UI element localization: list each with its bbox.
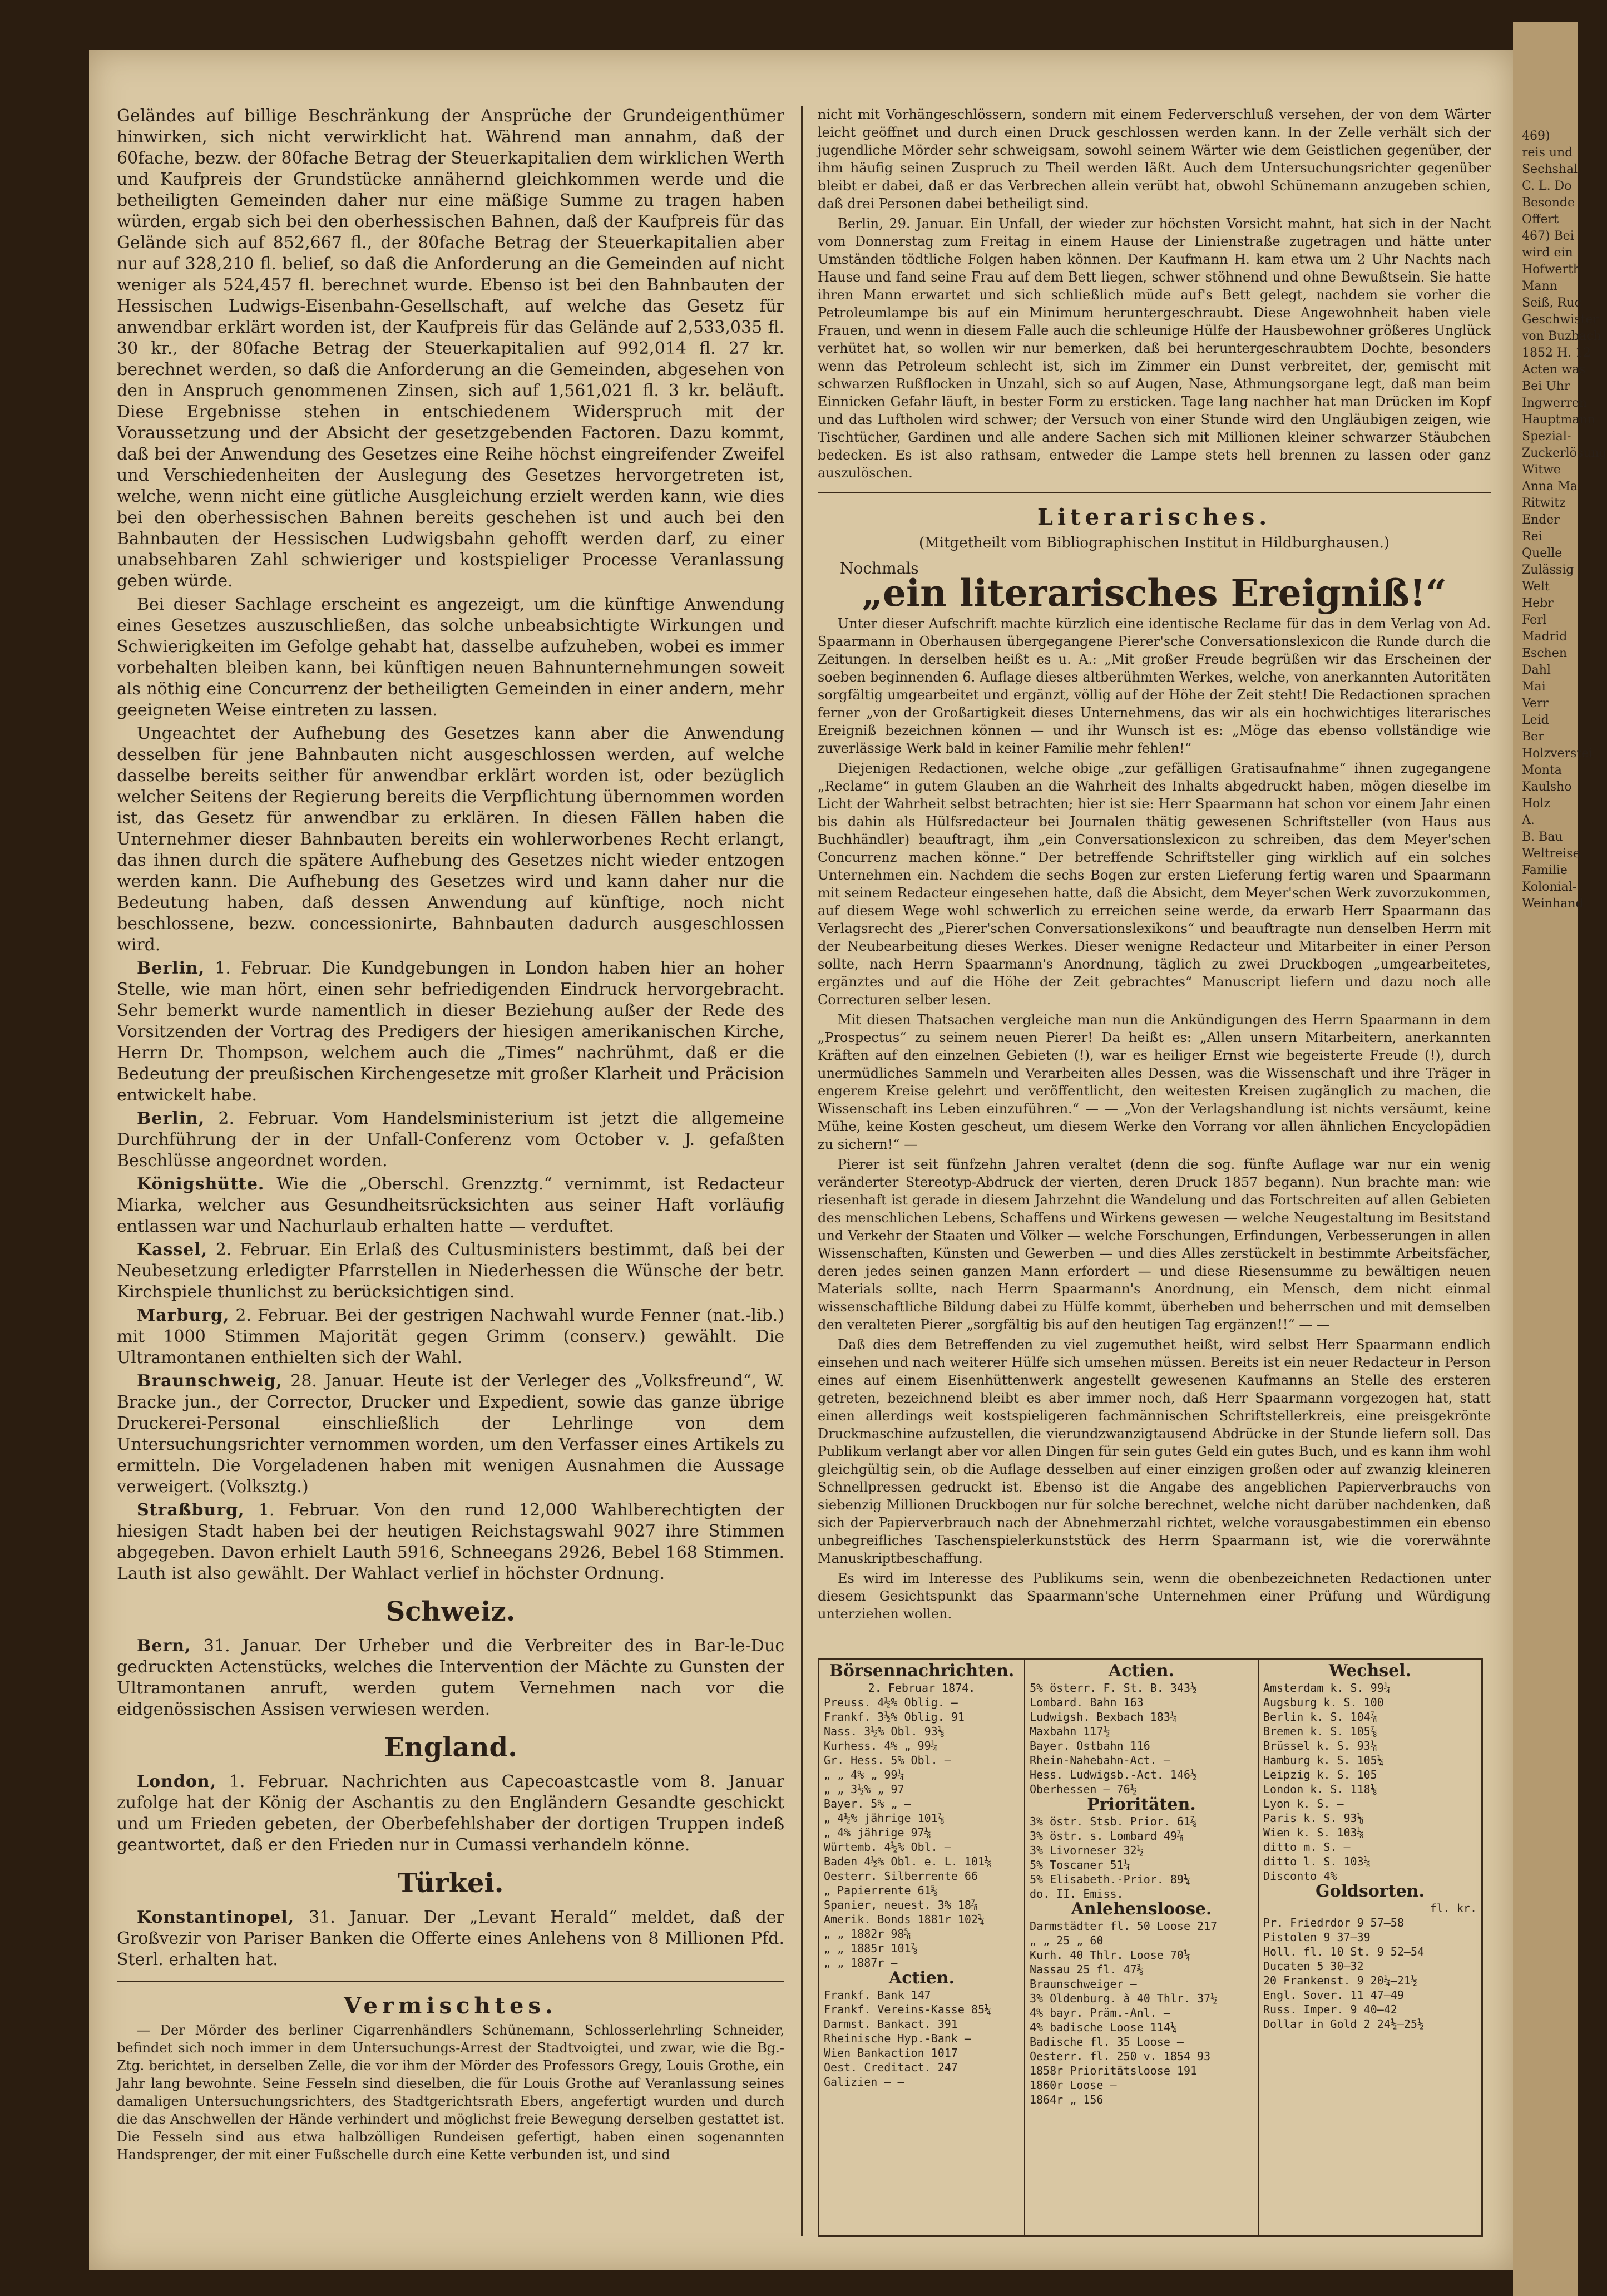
dateline: London, bbox=[137, 1772, 217, 1791]
section-heading-vermischtes: Vermischtes. bbox=[344, 1993, 557, 2019]
column-left bbox=[117, 106, 784, 2166]
article-paragraph: Es wird im Interesse des Publikums sein, wenn die obenbezeichneten Redactionen unter diesem Gesichtspunkt das Spaarmann'sche Unternehmen einer Prüfung und Würdigung unterziehen wollen. bbox=[818, 1571, 1491, 1622]
market-row: „ 4% jährige 97⅛ bbox=[824, 1826, 931, 1839]
section-subheading: (Mitgetheilt vom Bibliographischen Institut in Hildburghausen.) bbox=[918, 535, 1390, 551]
market-heading: Anlehensloose. bbox=[1071, 1899, 1212, 1919]
market-list bbox=[1030, 1919, 1253, 2107]
market-list bbox=[1030, 1681, 1253, 1796]
edge-text-line: Weltreise bbox=[1522, 847, 1580, 861]
edge-text-line: Bei Uhr bbox=[1522, 379, 1570, 393]
edge-text-line: Kaulsho bbox=[1522, 780, 1572, 794]
market-row: Kurh. 40 Thlr. Loose 70¼ bbox=[1030, 1948, 1190, 1962]
market-row: Rhein-Nahebahn-Act. — bbox=[1030, 1754, 1170, 1767]
dateline: Berlin, bbox=[137, 1109, 205, 1128]
market-row: Holl. fl. 10 St. 9 52—54 bbox=[1263, 1945, 1424, 1958]
market-row: Ludwigsh. Bexbach 183¼ bbox=[1030, 1710, 1177, 1724]
dateline: Marburg, bbox=[137, 1306, 230, 1325]
market-row: Galizien — — bbox=[824, 2075, 904, 2088]
market-row: Bremen k. S. 105⅞ bbox=[1263, 1725, 1377, 1738]
market-row: Wien k. S. 103⅛ bbox=[1263, 1826, 1364, 1839]
article-paragraph: nicht mit Vorhängeschlössern, sondern mit einem Federverschluß versehen, der von dem Wärter leicht geöffnet und durch einen Druck geschlossen werden kann. In der Zelle verhält sich der jugendliche Mörder sehr schweigsam, sowohl seinem Wärter wie dem Geistlichen gegenüber, der ihm häufig seinen Zuspruch zu Theil werden läßt. Auch dem Untersuchungsrichter gegenüber bleibt er dabei, daß er das Verbrechen allein verübt hat, obwohl Schünemann anzugeben schien, daß drei Personen dabei betheiligt sind. bbox=[818, 107, 1491, 211]
market-row: „ „ 1885r 101⅞ bbox=[824, 1942, 918, 1955]
adjacent-page-text bbox=[1522, 128, 1607, 2186]
news-item-strassburg bbox=[117, 1500, 784, 1584]
market-row: Berlin k. S. 104⅞ bbox=[1263, 1710, 1377, 1724]
news-item-konstantinopel bbox=[117, 1907, 784, 1971]
market-row: ditto l. S. 103⅛ bbox=[1263, 1855, 1371, 1868]
edge-text-line: Mann bbox=[1522, 279, 1557, 293]
news-item-berlin-1 bbox=[117, 958, 784, 1106]
edge-text-line: 467) Bei bbox=[1522, 229, 1574, 243]
market-row: 5% österr. F. St. B. 343½ bbox=[1030, 1681, 1198, 1695]
market-date: 2. Februar 1874. bbox=[868, 1681, 976, 1695]
market-row: 3% östr. s. Lombard 49⅞ bbox=[1030, 1829, 1184, 1843]
edge-text-line: Spezial- bbox=[1522, 429, 1571, 443]
market-row: Leipzig k. S. 105 bbox=[1263, 1768, 1377, 1781]
market-row: Braunschweiger — bbox=[1030, 1977, 1137, 1991]
market-row: Badische fl. 35 Loose — bbox=[1030, 2035, 1184, 2048]
article-paragraph: Pierer ist seit fünfzehn Jahren veraltet (denn die sog. fünfte Auflage war nur ein wenig veränderter Stereotyp-Abdruck der vierten, deren Druck 1857 begann). Nun brachte man: wie riesenhaft ist gerade in diesem Jahrzehnt die Wandelung und das Fortschreiten auf allen Gebieten des menschlichen Lebens, Schaffens und Wirkens gewesen — welche Neugestaltung im Besitstand und Verkehr der Staaten und Völker — welche Forschungen, Erfindungen, Verbesserungen in allen Wissenschaften, Künsten und Gewerben — und dies Alles zerstückelt in bestimmte Arbeitsfächer, deren jedes seinen ganzen Mann erfordert — und diese Riesensumme zu bewältigen neuen Materials sollte, nach Herrn Spaarmann's Anordnung, ein Mensch, dem nicht einmal wissenschaftliche Bildung dabei zu Hülfe kommt, überheben und beherrschen und mit demselben den veralteten Pierer „sorgfältig bis auf den heutigen Tag ergänzen!!“ — — bbox=[818, 1157, 1491, 1332]
market-column-wechsel bbox=[1259, 1660, 1481, 2235]
market-row: „ Papierrente 61⅝ bbox=[824, 1884, 938, 1897]
article-paragraph: Bei dieser Sachlage erscheint es angezeigt, um die künftige Anwendung eines Gesetzes auszuschließen, das solche unbeabsichtigte Wirkungen und Schwierigkeiten im Gefolge gehabt hat, dasselbe aufzuheben, wobei es immer vorbehalten bleiben kann, bei künftigen neuen Bahnunternehmungen soweit als nöthig eine Concurrenz der betheiligten Gemeinden in einer andern, mehr geeigneten Weise eintreten zu lassen. bbox=[117, 595, 784, 720]
newspaper-page bbox=[89, 50, 1513, 2270]
edge-text-line: Familie bbox=[1522, 863, 1568, 877]
market-row: Lyon k. S. — bbox=[1263, 1797, 1344, 1810]
article-paragraph: — Der Mörder des berliner Cigarrenhändlers Schünemann, Schlosserlehrling Schneider, befindet sich noch immer in dem Untersuchungs-Arrest der Stadtvoigtei, und zwar, wie die Bg.-Ztg. berichtet, in derselben Zelle, die vor ihm der Mörder des Professors Gregy, Louis Grothe, ein Jahr lang bewohnte. Seine Fesseln sind dieselben, die für Louis Grothe auf Veranlassung seines damaligen Untersuchungsrichters, des Stadtgerichtsrath Ebers, angefertigt wurden und durch die das Anschwellen der Hände verhindert und möglichst freie Bewegung derselben gestattet ist. Die Fesseln sind aus etwa halbzölligen Rundeisen gefertigt, haben einen sogenannten Handsprenger, der mit einer Fußschelle durch eine Kette verbunden ist, und sind bbox=[117, 2022, 784, 2162]
edge-text-line: Mai bbox=[1522, 680, 1546, 694]
edge-text-line: Ber bbox=[1522, 730, 1544, 744]
market-row: Pistolen 9 37—39 bbox=[1263, 1930, 1371, 1944]
market-row: Oesterr. Silberrente 66 bbox=[824, 1869, 978, 1883]
market-row: Frankf. Bank 147 bbox=[824, 1988, 931, 2002]
market-row: „ „ 3½% „ 97 bbox=[824, 1783, 904, 1796]
market-row: 3% östr. Stsb. Prior. 61⅞ bbox=[1030, 1815, 1198, 1828]
news-item-bern bbox=[117, 1636, 784, 1720]
article-paragraph: Unter dieser Aufschrift machte kürzlich eine identische Reclame für das in dem Verlag von Ad. Spaarmann in Oberhausen übergegangene Pierer'sche Conversationslexicon die Runde durch die Zeitungen. In derselben heißt es u. A.: „Mit großer Freude begrüßen wir das Erscheinen der soeben beginnenden 6. Auflage dieses altberühmten Werkes, welche, von anerkannten Autoritäten sorgfältig umgearbeitet und ergänzt, völlig auf der Höhe der Zeit steht! Die Redactionen sprachen ferner „von der Großartigkeit dieses Unternehmens, das wir als ein hochwichtiges literarisches Ereigniß bezeichnen können — und ihr Wunsch ist es: „Möge das ebenso vollständige wie zuverlässige Werk bald in keiner Familie mehr fehlen!“ bbox=[818, 616, 1491, 756]
market-column-head: fl. kr. bbox=[1430, 1902, 1477, 1915]
edge-text-line: Leid bbox=[1522, 713, 1549, 727]
market-heading: Actien. bbox=[1108, 1661, 1175, 1681]
article-paragraph: Daß dies dem Betreffenden zu viel zugemuthet heißt, wird selbst Herr Spaarmann endlich einsehen und nach weiterer Hülfe sich umsehen müssen. Bereits ist ein neuer Redacteur in Person eines auf einem Eisenhüttenwerk angestellt gewesenen Kaufmanns an Stelle des ersteren getreten, bezeichnend bleibt es aber immer noch, daß Herr Spaarmann vorgezogen hat, statt einen allerdings weit kostspieligeren fachmännischen Schriftstellerkreis, eine preisgekrönte Druckmaschine aufzustellen, die vierundzwanzigtausend Abdrücke in der Stunde liefern soll. Das Publikum verlangt aber vor allen Dingen für sein gutes Geld ein gutes Buch, und es kann ihm wohl gleichgültig sein, ob die Auflage desselben auf einer einzigen großen oder auf zwanzig kleineren Schnellpressen gedruckt ist. Ebenso ist die Angabe des angeblichen Papierverbrauchs von siebenzig Millionen Druckbogen nur für solche berechnet, welche nicht darüber nachdenken, daß sich der Papierverbrauch nach der Abnehmerzahl richtet, welche vorausgabestimmen ein ebenso unbegreifliches Taschenspielerkunststück des Herrn Spaarmann ist, wie die vorerwähnte Manuskriptbeschaffung. bbox=[818, 1337, 1491, 1566]
edge-text-line: Ingwerren bbox=[1522, 396, 1588, 410]
market-row: Baden 4½% Obl. e. L. 101⅛ bbox=[824, 1855, 992, 1868]
market-list bbox=[824, 1988, 1020, 2089]
edge-text-line: Welt bbox=[1522, 580, 1550, 594]
edge-text-line: A. bbox=[1522, 813, 1535, 827]
news-text: 2. Februar. Vom Handelsministerium ist jetzt die allgemeine Durchführung der in der Unfall-Conferenz vom October v. J. gefaßten Beschlüsse angeordnet worden. bbox=[117, 1109, 784, 1171]
market-column-borse bbox=[819, 1660, 1025, 2235]
column-divider bbox=[801, 106, 803, 2236]
market-row: „ 4½% jährige 101⅞ bbox=[824, 1811, 945, 1825]
dateline: Braunschweig, bbox=[137, 1371, 283, 1391]
edge-text-line: Offert bbox=[1522, 213, 1559, 226]
dateline: Berlin, bbox=[137, 959, 205, 978]
edge-text-line: Dahl bbox=[1522, 663, 1551, 677]
market-row: Lombard. Bahn 163 bbox=[1030, 1696, 1144, 1709]
edge-text-line: von Buzbach bbox=[1522, 329, 1601, 343]
market-row: Bayer. 5% „ — bbox=[824, 1797, 911, 1810]
edge-text-line: Hebr bbox=[1522, 596, 1554, 610]
news-item-kassel bbox=[117, 1240, 784, 1303]
edge-text-line: Hofwerth bbox=[1522, 263, 1581, 276]
market-row: Pr. Friedrdor 9 57—58 bbox=[1263, 1916, 1404, 1929]
market-list bbox=[824, 1695, 1020, 1970]
market-row: London k. S. 118⅛ bbox=[1263, 1783, 1377, 1796]
market-heading: Actien. bbox=[888, 1968, 955, 1988]
edge-text-line: Besonde bbox=[1522, 196, 1575, 210]
market-row: Amsterdam k. S. 99¼ bbox=[1263, 1681, 1391, 1695]
edge-text-line: Ender bbox=[1522, 513, 1560, 527]
news-item-marburg bbox=[117, 1305, 784, 1369]
dateline: Bern, bbox=[137, 1636, 191, 1656]
edge-text-line: C. L. Do bbox=[1522, 179, 1572, 193]
market-row: Nassau 25 fl. 47⅜ bbox=[1030, 1963, 1144, 1976]
market-row: 3% Livorneser 32½ bbox=[1030, 1844, 1144, 1857]
market-row: Wien Bankaction 1017 bbox=[824, 2046, 958, 2060]
edge-text-line: Monta bbox=[1522, 763, 1562, 777]
market-list bbox=[1030, 1814, 1253, 1901]
market-row: 4% badische Loose 114¼ bbox=[1030, 2021, 1177, 2034]
news-text: 1. Februar. Nachrichten aus Capecoastcastle vom 8. Januar zufolge hat der König der Aschantis zu den Engländern Gesandte geschickt und um Frieden gebeten, der Oberbefehlshaber der dortigen Truppen indeß geantwortet, daß er den Frieden nur in Cumassi verhandeln könne. bbox=[117, 1772, 784, 1855]
article-paragraph: Diejenigen Redactionen, welche obige „zur gefälligen Gratisaufnahme“ ihnen zugegangene „Reclame“ in gutem Glauben an die Wahrheit des Inhalts abgedruckt haben, mögen dieselbe im Licht der Wahrheit selbst betrachten; hier ist sie: Herr Spaarmann hat schon vor einem Jahr einen bis dahin als Hülfsredacteur bei Journalen thätig gewesenen Schriftsteller (von Haus aus Buchhändler) beauftragt, ihm „ein Conversationslexicon zu schreiben, das dem Meyer'schen Concurrenz machen könne.“ Der betreffende Schriftsteller ging wirklich auf ein solches Unternehmen ein. Nachdem die sechs Bogen zur ersten Lieferung fertig waren und Spaarmann mit seinem Redacteur eingesehen hatte, daß die Absicht, dem Meyer'schen Werk zuvorzukommen, auf diesem Wege wohl schwerlich zu erreichen seine werde, da erwarb Herr Spaarmann das Verlagsrecht des „Pierer'schen Conversationslexikons“ und beauftragte nun denselben Herrn mit der Neubearbeitung dieses Werkes. Dieser wenigne Redacteur und Mitarbeiter in einer Person sollte, nach Herrn Spaarmann's Anordnung, täglich zu zwei Druckbogen „umgearbeitetes, ergänztes und auf die Höhe der Zeit gebrachtes“ Manuscript liefern und dazu noch alle Correcturen selber lesen. bbox=[818, 761, 1491, 1008]
market-row: Spanier, neuest. 3% 18⅞ bbox=[824, 1898, 978, 1912]
section-heading-england: England. bbox=[384, 1732, 517, 1763]
market-row: Augsburg k. S. 100 bbox=[1263, 1696, 1384, 1709]
dateline: Königshütte. bbox=[137, 1174, 265, 1194]
article-paragraph: Mit diesen Thatsachen vergleiche man nun die Ankündigungen des Herrn Spaarmann in dem „Prospectus“ zu seinem neuen Pierer! Da heißt es: „Allen unsern Mitarbeitern, anerkannten Kräften auf den einzelnen Gebieten (!), war es heiliger Ernst wie begeisterte Freude (!), durch unermüdliches Sammeln und Verarbeiten alles Dessen, was die Wissenschaft und ihre Träger in engerem Kreise gelehrt und veröffentlicht, den weitesten Kreisen zugänglich zu machen, die Wissenschaft ins Leben einzuführen.“ — — „Von der Verlagshandlung ist nichts versäumt, keine Mühe, keine Kosten gescheut, um diesem Werke den Vorrang vor allen ähnlichen Encyclopädien zu sichern!“ — bbox=[818, 1012, 1491, 1152]
edge-text-line: B. Bau bbox=[1522, 830, 1563, 844]
news-text: 2. Februar. Bei der gestrigen Nachwahl wurde Fenner (nat.-lib.) mit 1000 Stimmen Majorität gegen Grimm (conserv.) gewählt. Die Ultramontanen enthielten sich der Wahl. bbox=[117, 1306, 784, 1367]
market-column-actien bbox=[1025, 1660, 1259, 2235]
section-rule bbox=[117, 1981, 784, 1982]
dateline: Straßburg, bbox=[137, 1500, 245, 1520]
news-text: 31. Januar. Der Urheber und die Verbreiter des in Bar-le-Duc gedruckten Actenstücks, welches die Intervention der Mächte zu Gunsten der Ultramontanen anruft, werden gutem Vernehmen nach vor die eidgenössischen Assisen verwiesen werden. bbox=[117, 1636, 784, 1719]
news-text: 1. Februar. Die Kundgebungen in London haben hier an hoher Stelle, wie man hört, einen sehr befriedigenden Eindruck hervorgebracht. Sehr bemerkt wurde namentlich in dieser Beziehung außer der Rede des Vorsitzenden der Vortrag des Predigers der hiesigen amerikanischen Kirche, Herrn Dr. Thompson, welchem auch die „Times“ nachrühmt, daß er die Bedeutung der preußischen Kirchengesetze mit großer Klarheit und Präcision entwickelt habe. bbox=[117, 959, 784, 1105]
news-text: 1. Februar. Von den rund 12,000 Wahlberechtigten der hiesigen Stadt haben bei der heutigen Reichstagswahl 9027 ihre Stimmen abgegeben. Davon erhielt Lauth 5916, Schneegans 2926, Bebel 168 Stimmen. Lauth ist also gewählt. Der Wahlact verlief in höchster Ordnung. bbox=[117, 1500, 784, 1583]
market-heading: Goldsorten. bbox=[1316, 1882, 1425, 1901]
edge-text-line: Ritwitz bbox=[1522, 496, 1566, 510]
edge-text-line: Verr bbox=[1522, 697, 1549, 710]
market-report-table bbox=[818, 1658, 1483, 2237]
column-right bbox=[818, 106, 1491, 1625]
news-item-koenigshuette bbox=[117, 1174, 784, 1237]
edge-text-line: Holzverstei bbox=[1522, 747, 1593, 761]
market-row: „ „ 4% „ 99¼ bbox=[824, 1768, 904, 1781]
market-row: 1864r „ 156 bbox=[1030, 2093, 1104, 2106]
edge-text-line: Geschwister bbox=[1522, 313, 1599, 327]
market-heading: Börsennachrichten. bbox=[829, 1661, 1015, 1681]
market-row: 3% Oldenburg. à 40 Thlr. 37½ bbox=[1030, 1992, 1218, 2005]
market-row: 5% Elisabeth.-Prior. 89¼ bbox=[1030, 1873, 1190, 1886]
market-row: Amerik. Bonds 1881r 102¼ bbox=[824, 1913, 985, 1926]
article-paragraph: Ungeachtet der Aufhebung des Gesetzes kann aber die Anwendung desselben für jene Bahnbauten nicht ausgeschlossen werden, auf welche dasselbe bereits seither für anwendbar erklärt worden ist, oder bezüglich welcher Seitens der Regierung bereits die Verpflichtung übernommen worden ist, das Gesetz für anwendbar zu erklären. In diesen Fällen haben die Unternehmer dieser Bahnbauten bereits ein wohlerworbenes Recht erlangt, das ihnen durch die spätere Aufhebung des Gesetzes nicht wieder entzogen werden kann. Die Aufhebung des Gesetzes wird und kann daher nur die Bedeutung haben, daß dessen Anwendung auf künftige, noch nicht beschlossene, bezw. concessionirte, Bahnbauten dadurch ausgeschlossen wird. bbox=[117, 724, 784, 955]
market-row: Frankf. 3½% Oblig. 91 bbox=[824, 1710, 965, 1724]
article-paragraph: Berlin, 29. Januar. Ein Unfall, der wieder zur höchsten Vorsicht mahnt, hat sich in der Nacht vom Donnerstag zum Freitag in einem Hause der Linienstraße zugetragen und hätte unter Umständen tödtliche Folgen haben können. Der Kaufmann H. kam etwa um 2 Uhr Nachts nach Hause und fand seine Frau auf dem Bett liegen, schwer stöhnend und ohne Bewußtsein. Sie hatte ihren Mann erwartet und sich schließlich müde auf's Bett gelegt, nachdem sie vorher die Petroleumlampe bis auf ein Minimum heruntergeschraubt. Diese Angewohnheit haben viele Frauen, und wenn in diesem Falle auch die schleunige Hülfe der Hausbewohner größeres Unglück verhütet hat, so wollen wir nur bemerken, daß bei heruntergeschraubtem Dochte, besonders wenn das Petroleum schlecht ist, sich im Zimmer ein Dunst verbreitet, der, gemischt mit schwarzen Rußflocken in Unzahl, sich so auf Augen, Nase, Athmungsorgane legt, daß man beim Einnicken Gefahr läuft, in bester Form zu ersticken. Tage lang nachher hat man Drücken im Kopf und das Luftholen wird schwer; der Versuch von einer Stunde wird den Ungläubigen zeigen, wie Tischtücher, Gardinen und alle andere Sachen sich mit Millionen kleiner schwarzer Stäubchen bedecken. Es ist also rathsam, entweder die Lampe stets hell brennen zu lassen oder ganz auszulöschen. bbox=[818, 216, 1491, 481]
edge-text-line: Rei bbox=[1522, 530, 1542, 544]
dateline: Kassel, bbox=[137, 1240, 208, 1260]
edge-text-line: Anna Ma bbox=[1522, 480, 1578, 493]
market-row: do. II. Emiss. bbox=[1030, 1887, 1124, 1900]
edge-text-line: Quelle bbox=[1522, 546, 1563, 560]
section-heading-tuerkei: Türkei. bbox=[397, 1868, 504, 1899]
edge-text-line: Kolonial- bbox=[1522, 880, 1577, 894]
market-row: Engl. Sover. 11 47—49 bbox=[1263, 1988, 1404, 2002]
edge-text-line: Hauptmann bbox=[1522, 413, 1595, 427]
market-row: Kurhess. 4% „ 99¼ bbox=[824, 1739, 938, 1752]
market-row: 1858r Prioritätsloose 191 bbox=[1030, 2064, 1198, 2077]
article-paragraph: Geländes auf billige Beschränkung der Ansprüche der Grundeigenthümer hinwirken, sich nicht verwirklicht hat. Während man annahm, daß der 60fache, bezw. der 80fache Betrag der Steuerkapitalien dem wirklichen Werth und Kaufpreis der Grundstücke annähernd gleichkommen werde und die betheiligten Gemeinden daher nur eine mäßige Summe zu tragen haben würden, ergab sich bei den oberhessischen Bahnen, daß der Kaufpreis für das Gelände sich auf 852,667 fl., der 80fache Betrag der Steuerkapitalien aber nur auf 328,210 fl. belief, so daß die Anforderung an die Gemeinden auf nicht weniger als 524,457 fl. berechnet wurde. Ebenso ist bei den Bahnbauten der Hessischen Ludwigs-Eisenbahn-Gesellschaft, auf welche das Gesetz für anwendbar erklärt worden ist, der Kaufpreis für das Gelände auf 2,533,035 fl. 30 kr., der 80fache Betrag der Steuerkapitalien auf 992,014 fl. 27 kr. berechnet werden, so daß die Anforderung an die Gemeinden, abgesehen von den in Anspruch genommenen Zinsen, sich auf 1,561,021 fl. 3 kr. beläuft. Diese Ergebnisse stehen in entschiedenem Widerspruch mit der Voraussetzung und der Absicht der gesetzgebenden Factoren. Dazu kommt, daß bei der Anwendung des Gesetzes eine Reihe höchst eingreifender Zweifel und Verschiedenheiten der Auslegung des Gesetzes hervorgetreten ist, welche, wenn nicht eine gütliche Ausgleichung erzielt werden kann, wie dies bei den oberhessischen Bahnen bereits geschehen ist und auch bei den Bahnbauten der Hessischen Ludwigsbahn gehofft werden darf, zu einer unabsehbaren Zahl schwieriger und kostspieliger Processe Veranlassung geben würde. bbox=[117, 106, 784, 591]
edge-text-line: Holz bbox=[1522, 797, 1551, 811]
market-row: 1860r Loose — bbox=[1030, 2078, 1117, 2092]
section-heading-literarisches: Literarisches. bbox=[1037, 504, 1272, 530]
market-list bbox=[1263, 1681, 1477, 1883]
market-row: „ „ 25 „ 60 bbox=[1030, 1934, 1104, 1947]
market-row: Preuss. 4½% Oblig. — bbox=[824, 1696, 958, 1709]
edge-text-line: 1852 H. 12 bbox=[1522, 346, 1591, 360]
market-row: Brüssel k. S. 93⅛ bbox=[1263, 1739, 1377, 1752]
market-row: ditto m. S. — bbox=[1263, 1840, 1351, 1854]
market-row: Darmst. Bankact. 391 bbox=[824, 2017, 958, 2031]
market-row: Dollar in Gold 2 24½—25½ bbox=[1263, 2017, 1424, 2031]
market-row: Gr. Hess. 5% Obl. — bbox=[824, 1754, 951, 1767]
news-text: 28. Januar. Heute ist der Verleger des „Volksfreund“, W. Bracke jun., der Corrector, Drucker und Expedient, sowie das ganze übrige Druckerei-Personal einschließlich der Lehrlinge von dem Untersuchungsrichter vernommen worden, um den Verfasser eines Artikels zu ermitteln. Die Vorgeladenen haben mit wenigen Ausnahmen die Aussage verweigert. (Volksztg.) bbox=[117, 1371, 784, 1497]
news-text: 31. Januar. Der „Levant Herald“ meldet, daß der Großvezir von Pariser Banken die Offerte eines Anlehens von 8 Millionen Pfd. Sterl. erhalten hat. bbox=[117, 1908, 784, 1969]
market-row: 4% bayr. Präm.-Anl. — bbox=[1030, 2006, 1170, 2020]
market-row: Paris k. S. 93⅛ bbox=[1263, 1811, 1364, 1825]
adjacent-page-edge bbox=[1513, 22, 1607, 2296]
edge-text-line: reis und bbox=[1522, 146, 1573, 160]
kicker-text: Nochmals bbox=[840, 559, 919, 577]
news-item-berlin-2 bbox=[117, 1108, 784, 1172]
edge-text-line: Eschen bbox=[1522, 646, 1568, 660]
market-row: 20 Frankenst. 9 20¼—21½ bbox=[1263, 1974, 1417, 1987]
edge-text-line: Zuckerlösung bbox=[1522, 446, 1607, 460]
market-heading: Prioritäten. bbox=[1087, 1795, 1196, 1814]
market-row: Darmstädter fl. 50 Loose 217 bbox=[1030, 1919, 1218, 1933]
edge-text-line: Seiß, Ruc bbox=[1522, 296, 1581, 310]
edge-text-line: Ferl bbox=[1522, 613, 1547, 627]
market-row: Disconto 4% bbox=[1263, 1869, 1337, 1883]
market-heading: Wechsel. bbox=[1328, 1661, 1412, 1681]
market-row: „ „ 1882r 98⅝ bbox=[824, 1927, 911, 1941]
market-row: Maxbahn 117½ bbox=[1030, 1725, 1110, 1738]
edge-text-line: Sechshal. bbox=[1522, 162, 1582, 176]
news-item-london bbox=[117, 1771, 784, 1856]
market-row: Oberhessen — 76½ bbox=[1030, 1783, 1137, 1796]
market-row: Hamburg k. S. 105¼ bbox=[1263, 1754, 1384, 1767]
dateline: Konstantinopel, bbox=[137, 1908, 295, 1927]
market-row: Hess. Ludwigsb.-Act. 146½ bbox=[1030, 1768, 1198, 1781]
market-row: Bayer. Ostbahn 116 bbox=[1030, 1739, 1150, 1752]
edge-text-line: 469) bbox=[1522, 129, 1550, 143]
headline: „ein literarisches Ereigniß!“ bbox=[862, 571, 1447, 615]
market-row: „ „ 1887r — bbox=[824, 1956, 898, 1969]
edge-text-line: Madrid bbox=[1522, 630, 1568, 644]
market-row: Oest. Creditact. 247 bbox=[824, 2061, 958, 2074]
section-heading-schweiz: Schweiz. bbox=[385, 1596, 516, 1627]
news-item-braunschweig bbox=[117, 1371, 784, 1498]
edge-text-line: Weinhand bbox=[1522, 897, 1584, 911]
market-row: Nass. 3½% Obl. 93⅛ bbox=[824, 1725, 945, 1738]
edge-text-line: Acten was bbox=[1522, 363, 1586, 377]
market-row: Würtemb. 4½% Obl. — bbox=[824, 1840, 951, 1854]
news-text: Wie die „Oberschl. Grenzztg.“ vernimmt, ist Redacteur Miarka, welcher aus Gesundheitsrücksichten aus seiner Haft vorläufig entlassen war und Nachurlaub erhalten hatte — verduftet. bbox=[117, 1174, 784, 1236]
market-row: Russ. Imper. 9 40—42 bbox=[1263, 2003, 1397, 2016]
market-list bbox=[1263, 1915, 1477, 2031]
edge-text-line: Zulässig bbox=[1522, 563, 1574, 577]
news-text: 2. Februar. Ein Erlaß des Cultusministers bestimmt, daß bei der Neubesetzung erledigter Pfarrstellen in Niederhessen die Wünsche der betr. Kirchspiele thunlichst zu berücksichtigen sind. bbox=[117, 1240, 784, 1302]
edge-text-line: Witwe bbox=[1522, 463, 1561, 477]
market-row: Ducaten 5 30—32 bbox=[1263, 1959, 1364, 1973]
market-row: Oesterr. fl. 250 v. 1854 93 bbox=[1030, 2050, 1211, 2063]
market-row: Rheinische Hyp.-Bank — bbox=[824, 2032, 971, 2045]
market-row: 5% Toscaner 51¼ bbox=[1030, 1858, 1130, 1872]
market-row: Frankf. Vereins-Kasse 85¼ bbox=[824, 2003, 992, 2016]
section-rule bbox=[818, 492, 1491, 493]
edge-text-line: wird ein bbox=[1522, 246, 1573, 260]
